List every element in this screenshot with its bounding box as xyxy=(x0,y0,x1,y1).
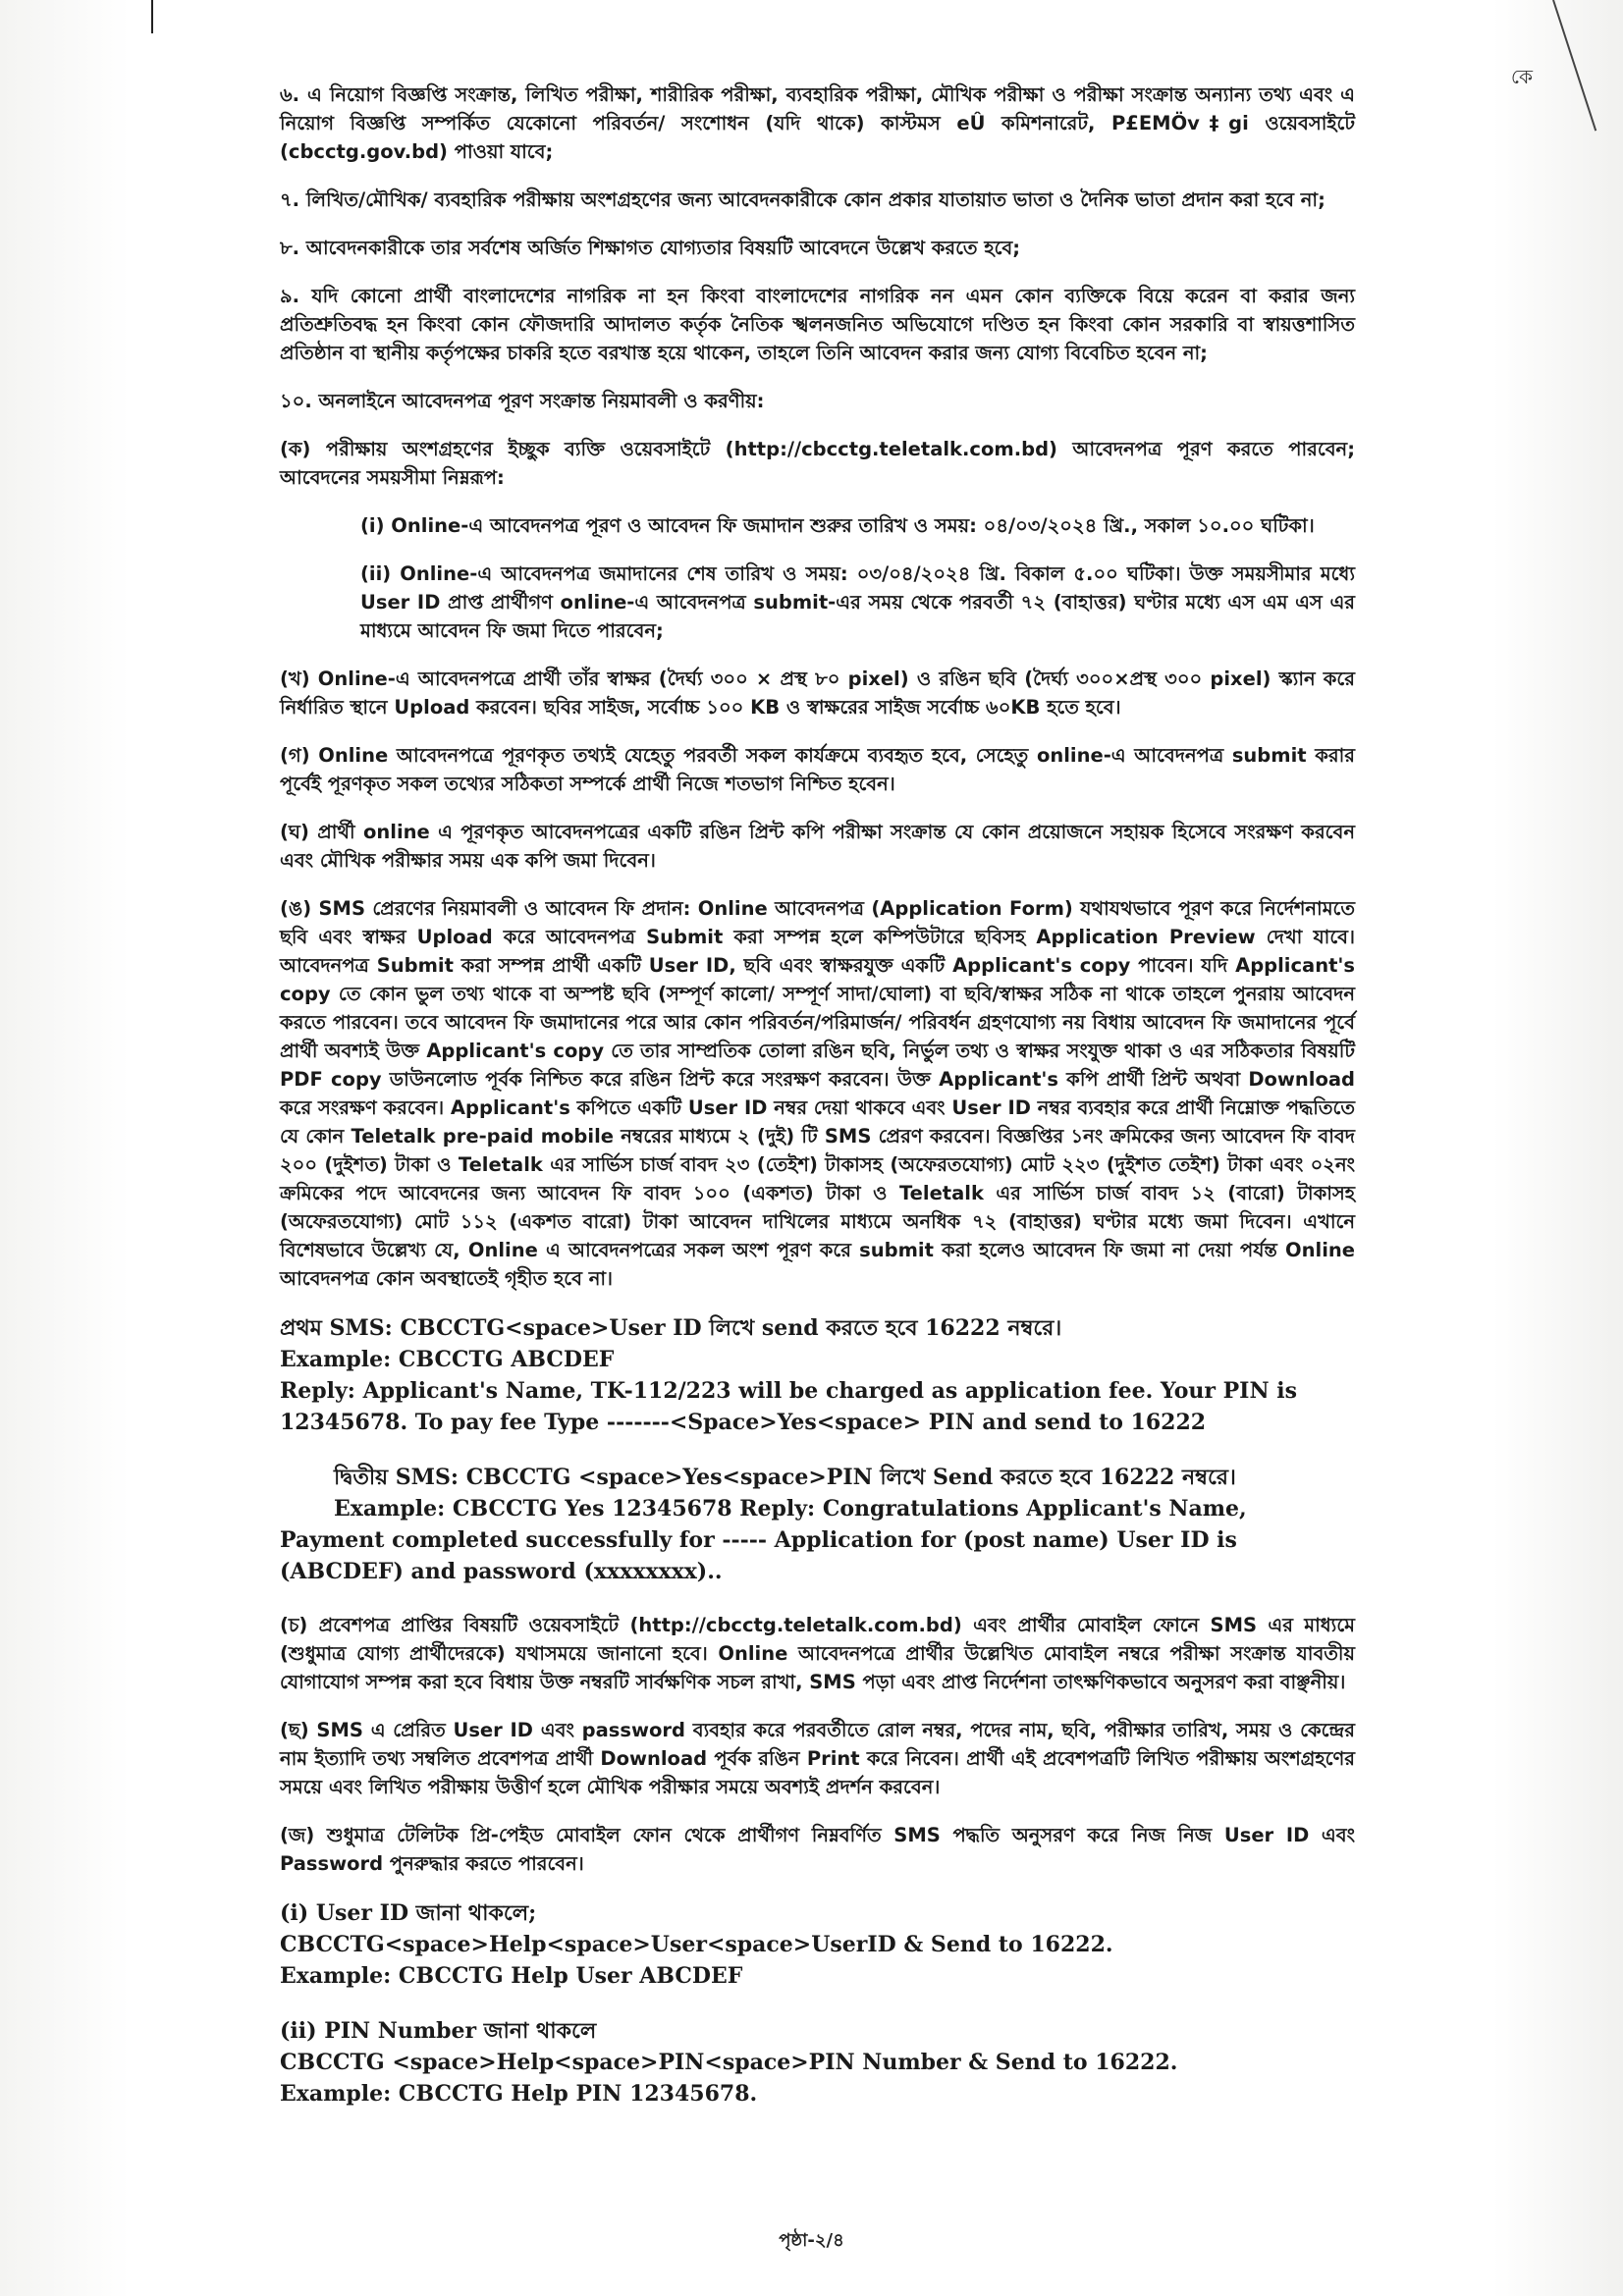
document-body xyxy=(280,80,1355,2119)
corner-handwritten-mark: কে xyxy=(1510,65,1533,88)
item-9: ৯. যদি কোনো প্রার্থী বাংলাদেশের নাগরিক না হন কিংবা বাংলাদেশের নাগরিক নন এমন কোন ব্যক্তিকে বিয়ে করেন বা করার জন্য প্রতিশ্রুতিবদ্ধ হন কিংবা কোন ফৌজদারি আদালত কর্তৃক নৈতিক স্খলনজনিত অভিযোগে দণ্ডিত হন কিংবা কোন সরকারি বা স্বায়ত্তশাসিত প্রতিষ্ঠান বা স্থানীয় কর্তৃপক্ষের চাকরি হতে বরখাস্ত হয়ে থাকেন, তাহলে তিনি আবেদন করার জন্য যোগ্য বিবেচিত হবেন না; xyxy=(280,285,1355,364)
item-kha: (খ) Online-এ আবেদনপত্রে প্রার্থী তাঁর স্বাক্ষর (দৈর্ঘ্য ৩০০ × প্রস্থ ৮০ pixel) ও রঙিন ছবি (দৈর্ঘ্য ৩০০×প্রস্থ ৩০০ pixel) স্ক্যান করে নির্ধারিত স্থানে Upload করবেন। ছবির সাইজ, সর্বোচ্চ ১০০ KB ও স্বাক্ষরের সাইজ সর্বোচ্চ ৬০KB হতে হবে। xyxy=(280,667,1355,719)
item-8: ৮. আবেদনকারীকে তার সর্বশেষ অর্জিত শিক্ষাগত যোগ্যতার বিষয়টি আবেদনে উল্লেখ করতে হবে; xyxy=(280,237,1021,259)
recover-pin-example: Example: CBCCTG Help PIN 12345678. xyxy=(280,2081,758,2107)
sms-second-example: Example: CBCCTG Yes 12345678 Reply: Congratulations Applicant's Name, Payment completed successfully for ----- Application for (post name) User ID is (ABCDEF) and password (xxxxxxxx).. xyxy=(280,1496,1247,1584)
item-ka: (ক) পরীক্ষায় অংশগ্রহণের ইচ্ছুক ব্যক্তি ওয়েবসাইটে (http://cbcctg.teletalk.com.bd) আবেদনপত্র পূরণ করতে পারবেন; আবেদনের সময়সীমা নিম্নরূপ: xyxy=(280,438,1355,489)
item-cha: (চ) প্রবেশপত্র প্রাপ্তির বিষয়টি ওয়েবসাইটে (http://cbcctg.teletalk.com.bd) এবং প্রার্থীর মোবাইল ফোনে SMS এর মাধ্যমে (শুধুমাত্র যোগ্য প্রার্থীদেরকে) যথাসময়ে জানানো হবে। Online আবেদনপত্রে প্রার্থীর উল্লেখিত মোবাইল নম্বরে পরীক্ষা সংক্রান্ত যাবতীয় যোগাযোগ সম্পন্ন করা হবে বিধায় উক্ত নম্বরটি সার্বক্ষণিক সচল রাখা, SMS পড়া এবং প্রাপ্ত নির্দেশনা তাৎক্ষণিকভাবে অনুসরণ করা বাঞ্ছনীয়। xyxy=(280,1614,1355,1693)
sms-second-block xyxy=(280,1462,1355,1587)
item-uo: (ঙ) SMS প্রেরণের নিয়মাবলী ও আবেদন ফি প্রদান: Online আবেদনপত্র (Application Form) যথাযথভাবে পূরণ করে নির্দেশনামতে ছবি এবং স্বাক্ষর Upload করে আবেদনপত্র Submit করা সম্পন্ন হলে কম্পিউটারে ছবিসহ Application Preview দেখা যাবে। আবেদনপত্র Submit করা সম্পন্ন প্রার্থী একটি User ID, ছবি এবং স্বাক্ষরযুক্ত একটি Applicant's copy পাবেন। যদি Applicant's copy তে কোন ভুল তথ্য থাকে বা অস্পষ্ট ছবি (সম্পূর্ণ কালো/ সম্পূর্ণ সাদা/ঘোলা) বা ছবি/স্বাক্ষর সঠিক না থাকে তাহলে পুনরায় আবেদন করতে পারবেন। তবে আবেদন ফি জমাদানের পরে আর কোন পরিবর্তন/পরিমার্জন/ পরিবর্ধন গ্রহণযোগ্য নয় বিধায় আবেদন ফি জমাদানের পূর্বে প্রার্থী অবশ্যই উক্ত Applicant's copy তে তার সাম্প্রতিক তোলা রঙিন ছবি, নির্ভুল তথ্য ও স্বাক্ষর সংযুক্ত থাকা ও এর সঠিকতার বিষয়টি PDF copy ডাউনলোড পূর্বক নিশ্চিত করে রঙিন প্রিন্ট করে সংরক্ষণ করবেন। উক্ত Applicant's কপি প্রার্থী প্রিন্ট অথবা Download করে সংরক্ষণ করবেন। Applicant's কপিতে একটি User ID নম্বর দেয়া থাকবে এবং User ID নম্বর ব্যবহার করে প্রার্থী নিম্নোক্ত পদ্ধতিতে যে কোন Teletalk pre-paid mobile নম্বরের মাধ্যমে ২ (দুই) টি SMS প্রেরণ করবেন। বিজ্ঞপ্তির ১নং ক্রমিকের জন্য আবেদন ফি বাবদ ২০০ (দুইশত) টাকা ও Teletalk এর সার্ভিস চার্জ বাবদ ২৩ (তেইশ) টাকাসহ (অফেরতযোগ্য) মোট ২২৩ (দুইশত তেইশ) টাকা এবং ০২নং ক্রমিকের পদে আবেদনের জন্য আবেদন ফি বাবদ ১০০ (একশত) টাকা ও Teletalk এর সার্ভিস চার্জ বাবদ ১২ (বারো) টাকাসহ (অফেরতযোগ্য) মোট ১১২ (একশত বারো) টাকা আবেদন দাখিলের মাধ্যমে অনধিক ৭২ (বাহাত্তর) ঘণ্টার মধ্যে জমা দিবেন। এখানে বিশেষভাবে উল্লেখ্য যে, Online এ আবেদনপত্রের সকল অংশ পূরণ করে submit করা হলেও আবেদন ফি জমা না দেয়া পর্যন্ত Online আবেদনপত্র কোন অবস্থাতেই গৃহীত হবে না। xyxy=(280,897,1355,1290)
sms-second-line: দ্বিতীয় SMS: CBCCTG <space>Yes<space>PIN লিখে Send করতে হবে 16222 নম্বরে। xyxy=(334,1465,1236,1490)
recover-userid-block xyxy=(280,1897,1355,1992)
page-number: পৃষ্ঠা-২/৪ xyxy=(779,2230,844,2251)
item-gha: (ঘ) প্রার্থী online এ পূরণকৃত আবেদনপত্রের একটি রঙিন প্রিন্ট কপি পরীক্ষা সংক্রান্ত যে কোন প্রয়োজনে সহায়ক হিসেবে সংরক্ষণ করবেন এবং মৌখিক পরীক্ষার সময় এক কপি জমা দিবেন। xyxy=(280,821,1355,872)
scan-edge-mark xyxy=(151,0,153,33)
recover-pin-title: (ii) PIN Number জানা থাকলে xyxy=(280,2018,597,2044)
recover-userid-example: Example: CBCCTG Help User ABCDEF xyxy=(280,1963,743,1989)
recover-userid-title: (i) User ID জানা থাকলে; xyxy=(280,1900,537,1926)
recover-pin-block xyxy=(280,2015,1355,2109)
item-7: ৭. লিখিত/মৌখিক/ ব্যবহারিক পরীক্ষায় অংশগ্রহণের জন্য আবেদনকারীকে কোন প্রকার যাতায়াত ভাতা ও দৈনিক ভাতা প্রদান করা হবে না; xyxy=(280,188,1325,211)
sms-first-reply: Reply: Applicant's Name, TK-112/223 will be charged as application fee. Your PIN is 12345678. To pay fee Type -------<Space>Yes<space> PIN and send to 16222 xyxy=(280,1378,1297,1435)
item-10-heading: ১০. অনলাইনে আবেদনপত্র পূরণ সংক্রান্ত নিয়মাবলী ও করণীয়: xyxy=(280,390,765,412)
recover-pin-command: CBCCTG <space>Help<space>PIN<space>PIN Number & Send to 16222. xyxy=(280,2050,1178,2075)
item-ja: (জ) শুধুমাত্র টেলিটক প্রি-পেইড মোবাইল ফোন থেকে প্রার্থীগণ নিম্নবর্ণিত SMS পদ্ধতি অনুসরণ করে নিজ নিজ User ID এবং Password পুনরুদ্ধার করতে পারবেন। xyxy=(280,1824,1355,1875)
item-ga: (গ) Online আবেদনপত্রে পূরণকৃত তথ্যই যেহেতু পরবর্তী সকল কার্যক্রমে ব্যবহৃত হবে, সেহেতু online-এ আবেদনপত্র submit করার পূর্বেই পূরণকৃত সকল তথ্যের সঠিকতা সম্পর্কে প্রার্থী নিজে শতভাগ নিশ্চিত হবেন। xyxy=(280,744,1355,795)
item-ka-i: (i) Online-এ আবেদনপত্র পূরণ ও আবেদন ফি জমাদান শুরুর তারিখ ও সময়: ০৪/০৩/২০২৪ খ্রি., সকাল ১০.০০ ঘটিকা। xyxy=(360,514,1315,537)
recover-userid-command: CBCCTG<space>Help<space>User<space>UserID & Send to 16222. xyxy=(280,1932,1113,1957)
scan-corner-line xyxy=(1552,0,1596,131)
item-ka-ii: (ii) Online-এ আবেদনপত্র জমাদানের শেষ তারিখ ও সময়: ০৩/০৪/২০২৪ খ্রি. বিকাল ৫.০০ ঘটিকা। উক্ত সময়সীমার মধ্যে User ID প্রাপ্ত প্রার্থীগণ online-এ আবেদনপত্র submit-এর সময় থেকে পরবর্তী ৭২ (বাহাত্তর) ঘণ্টার মধ্যে এস এম এস এর মাধ্যমে আবেদন ফি জমা দিতে পারবেন; xyxy=(360,562,1355,642)
sms-first-example: Example: CBCCTG ABCDEF xyxy=(280,1347,615,1372)
sms-first-line: প্রথম SMS: CBCCTG<space>User ID লিখে send করতে হবে 16222 নম্বরে। xyxy=(280,1315,1062,1341)
sms-first-block xyxy=(280,1312,1355,1438)
item-chha: (ছ) SMS এ প্রেরিত User ID এবং password ব্যবহার করে পরবর্তীতে রোল নম্বর, পদের নাম, ছবি, পরীক্ষার তারিখ, সময় ও কেন্দ্রের নাম ইত্যাদি তথ্য সম্বলিত প্রবেশপত্র প্রার্থী Download পূর্বক রঙিন Print করে নিবেন। প্রার্থী এই প্রবেশপত্রটি লিখিত পরীক্ষায় অংশগ্রহণের সময়ে এবং লিখিত পরীক্ষায় উত্তীর্ণ হলে মৌখিক পরীক্ষার সময়ে অবশ্যই প্রদর্শন করবেন। xyxy=(280,1719,1355,1798)
item-6: ৬. এ নিয়োগ বিজ্ঞপ্তি সংক্রান্ত, লিখিত পরীক্ষা, শারীরিক পরীক্ষা, ব্যবহারিক পরীক্ষা, মৌখিক পরীক্ষা ও পরীক্ষা সংক্রান্ত অন্যান্য তথ্য এবং এ নিয়োগ বিজ্ঞপ্তি সম্পর্কিত যেকোনো পরিবর্তন/ সংশোধন (যদি থাকে) কাস্টমস eÛ কমিশনারেট, P£EMÖv‡gi ওয়েবসাইটে (cbcctg.gov.bd) পাওয়া যাবে; xyxy=(280,83,1355,163)
